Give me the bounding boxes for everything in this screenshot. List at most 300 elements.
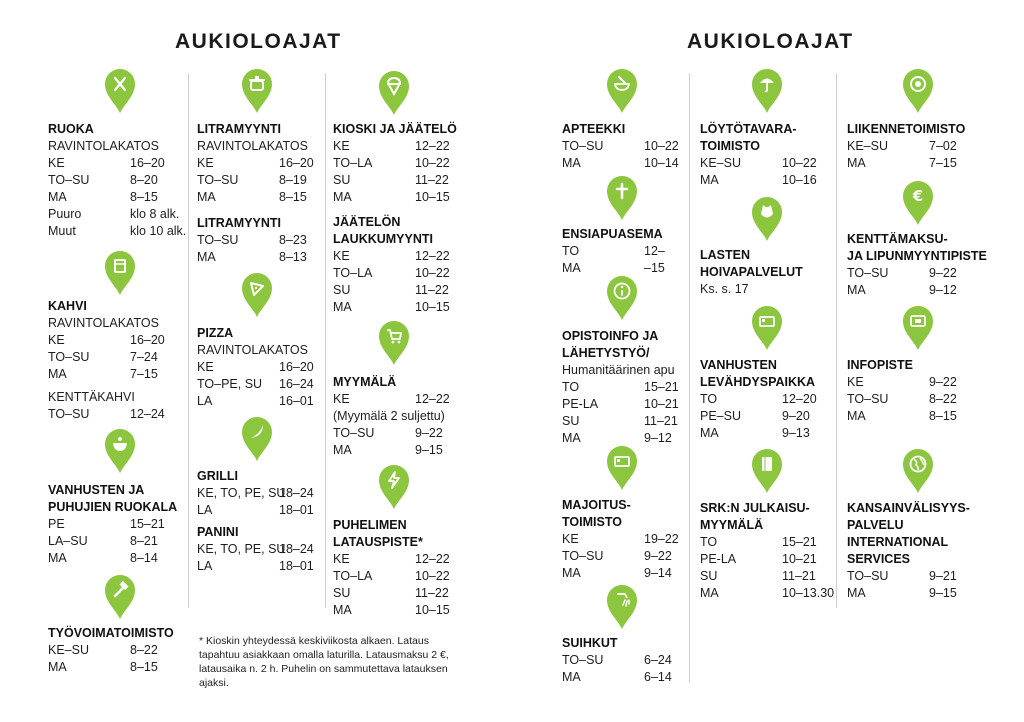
hours-row <box>847 585 989 602</box>
hours-row <box>48 206 190 223</box>
hours-row <box>333 391 475 408</box>
day-label: MA <box>847 586 866 600</box>
hours-value: 10–14 <box>644 156 679 170</box>
day-label: MA <box>197 190 216 204</box>
hours-row <box>333 282 475 299</box>
section-vanhusten-lepo <box>700 357 842 442</box>
hours-row <box>847 138 989 155</box>
day-label: MA <box>700 173 719 187</box>
banana-icon <box>241 416 273 462</box>
day-label: MA <box>562 261 581 275</box>
hours-value: 9–12 <box>929 283 957 297</box>
section-puhelimen <box>333 517 475 619</box>
day-label: TO <box>562 244 580 258</box>
hours-row <box>847 374 989 391</box>
day-label: TO <box>562 380 580 394</box>
section-title: SRK:N JULKAISU- <box>700 501 810 515</box>
hours-value: 16–20 <box>279 360 314 374</box>
hours-row <box>847 408 989 425</box>
day-label: PE-LA <box>562 397 599 411</box>
day-label: MA <box>333 300 352 314</box>
day-label: KE <box>847 375 864 389</box>
section-title: LITRAMYYNTI <box>197 216 282 230</box>
pizza-slice-icon <box>241 272 273 318</box>
section-myymala <box>333 374 475 459</box>
day-label: KE–SU <box>847 139 888 153</box>
section-title: LATAUSPISTE* <box>333 535 423 549</box>
hours-row <box>197 189 339 206</box>
hours-value: 8–15 <box>130 660 158 674</box>
hours-value: 7–15 <box>130 367 158 381</box>
hours-value: 10–16 <box>782 173 817 187</box>
day-label: MA <box>562 431 581 445</box>
hours-row <box>48 366 190 383</box>
hours-value: 8–15 <box>279 190 307 204</box>
day-label: MA <box>700 426 719 440</box>
hours-row <box>847 282 989 299</box>
hours-row <box>333 138 475 155</box>
hours-row <box>333 172 475 189</box>
section-title: MAJOITUS- <box>562 498 631 512</box>
hours-value: 9–22 <box>929 266 957 280</box>
euro-icon <box>902 180 934 226</box>
day-label: TO <box>700 535 718 549</box>
hours-value: 8–15 <box>929 409 957 423</box>
hours-row <box>562 669 704 686</box>
hours-value: 9–13 <box>782 426 810 440</box>
hours-value: 9–14 <box>644 566 672 580</box>
hours-row <box>333 408 475 425</box>
section-litramyynti1 <box>197 121 339 206</box>
day-label: TO–SU <box>562 139 604 153</box>
hours-value: 16–24 <box>279 377 314 391</box>
hours-value: 6–24 <box>644 653 672 667</box>
hours-row <box>562 548 704 565</box>
section-apteekki <box>562 121 704 172</box>
section-title: LEVÄHDYSPAIKKA <box>700 375 816 389</box>
day-label: MA <box>333 443 352 457</box>
hours-value: 7–15 <box>929 156 957 170</box>
day-label: TO <box>700 392 718 406</box>
hours-value: 10–21 <box>644 397 679 411</box>
hours-row <box>48 406 190 423</box>
day-label: KE <box>48 333 65 347</box>
hours-value: 15–21 <box>130 517 165 531</box>
hours-value: 11–21 <box>644 414 678 428</box>
day-label: KE–SU <box>700 156 741 170</box>
section-title: LASTEN <box>700 248 750 262</box>
day-label: TO–SU <box>197 233 239 247</box>
svg-text:€: € <box>912 187 924 205</box>
section-title: KAHVI <box>48 299 87 313</box>
day-label: Puuro <box>48 207 82 221</box>
cutlery-icon <box>104 68 136 114</box>
day-label: TO–SU <box>197 173 239 187</box>
hours-value: 10–13.30 <box>782 586 835 600</box>
hours-value: 9–15 <box>929 586 957 600</box>
hours-value: 16–01 <box>279 394 314 408</box>
section-ruoka <box>48 121 190 240</box>
hours-row <box>48 332 190 349</box>
info-icon <box>606 275 638 321</box>
hours-row <box>48 155 190 172</box>
day-label: TO–SU <box>562 549 604 563</box>
ice-cream-icon <box>378 70 410 116</box>
hours-value: 12–22 <box>415 552 450 566</box>
hours-row <box>197 541 339 558</box>
hours-value: 16–20 <box>279 156 314 170</box>
section-title: OPISTOINFO JA <box>562 329 659 343</box>
day-label: TO–LA <box>333 266 373 280</box>
day-label: TO–SU <box>562 653 604 667</box>
hours-row <box>562 565 704 582</box>
hours-value: 11–22 <box>415 173 449 187</box>
section-title: KANSAINVÄLISYYS- <box>847 501 970 515</box>
section-tyovoimatoimisto <box>48 625 190 676</box>
hours-row <box>562 138 704 155</box>
day-label: LA–SU <box>48 534 88 548</box>
hours-row <box>48 550 190 567</box>
day-label: MA <box>333 603 352 617</box>
first-aid-cross-icon <box>606 175 638 221</box>
hours-row <box>847 155 989 172</box>
day-label: PE–SU <box>700 409 741 423</box>
day-label: TO–SU <box>48 173 90 187</box>
day-label: KE <box>48 156 65 170</box>
day-label: MA <box>197 250 216 264</box>
section-title: LÄHETYSTYÖ/ <box>562 346 650 360</box>
hours-row <box>197 502 339 519</box>
hours-row <box>700 155 842 172</box>
section-title: PIZZA <box>197 326 234 340</box>
day-label: Muut <box>48 224 76 238</box>
hours-row <box>48 659 190 676</box>
section-title: RUOKA <box>48 122 94 136</box>
hours-row <box>197 393 339 410</box>
day-label: KE <box>197 156 214 170</box>
hours-value: 16–20 <box>130 333 165 347</box>
left-page-title: AUKIOLOAJAT <box>175 30 342 53</box>
hours-value: 8–20 <box>130 173 158 187</box>
day-label: KE <box>333 392 350 406</box>
hours-row <box>333 425 475 442</box>
section-grilli <box>197 468 339 519</box>
day-label: KE, TO, PE, SU <box>197 486 286 500</box>
hours-value: –15 <box>644 261 665 275</box>
section-kioski <box>333 121 475 206</box>
hours-row <box>197 155 339 172</box>
section-title: LÖYTÖTAVARA- <box>700 122 797 136</box>
section-loytotavara <box>700 121 842 189</box>
hours-row <box>562 413 704 430</box>
book-icon <box>751 448 783 494</box>
hours-value: 9–22 <box>415 426 443 440</box>
hours-row <box>48 349 190 366</box>
hours-row <box>847 568 989 585</box>
hours-value: 8–22 <box>929 392 957 406</box>
day-label: (Myymälä 2 suljettu) <box>333 409 445 423</box>
hours-row <box>333 155 475 172</box>
hours-value: 15–21 <box>782 535 817 549</box>
day-label: LA <box>197 394 213 408</box>
section-panini <box>197 524 339 575</box>
section-title: LIIKENNETOIMISTO <box>847 122 966 136</box>
hours-row <box>562 652 704 669</box>
section-ensiapuasema <box>562 226 704 277</box>
hours-row <box>333 442 475 459</box>
hours-row <box>197 376 339 393</box>
hours-value: 9–15 <box>415 443 443 457</box>
section-title: INFOPISTE <box>847 358 913 372</box>
day-label: SU <box>333 586 351 600</box>
section-title: LAUKKUMYYNTI <box>333 232 433 246</box>
hours-row <box>700 551 842 568</box>
baby-bib-icon <box>751 196 783 242</box>
hours-value: 12–22 <box>415 392 450 406</box>
day-label: SU <box>333 283 351 297</box>
day-label: TO–SU <box>48 350 90 364</box>
hours-value: 9–12 <box>644 431 672 445</box>
mortar-pestle-icon <box>606 68 638 114</box>
day-label: TO–SU <box>847 266 889 280</box>
hours-row <box>197 172 339 189</box>
hours-row <box>562 155 704 172</box>
hours-value: 10–22 <box>415 266 450 280</box>
hours-value: 18–01 <box>279 503 314 517</box>
day-label: KE <box>333 552 350 566</box>
umbrella-icon <box>751 68 783 114</box>
hours-row <box>700 585 842 602</box>
hours-value: 19–22 <box>644 532 679 546</box>
hours-value: 8–19 <box>279 173 307 187</box>
hours-value: 10–15 <box>415 300 450 314</box>
hours-value: 9–20 <box>782 409 810 423</box>
hours-value: 12–22 <box>415 139 450 153</box>
section-pizza <box>197 325 339 410</box>
hours-value: 8–15 <box>130 190 158 204</box>
hours-row <box>700 391 842 408</box>
hours-value: 12– <box>644 244 665 258</box>
hours-row <box>48 172 190 189</box>
hours-row <box>562 531 704 548</box>
day-label: KE–SU <box>48 643 89 657</box>
day-label: MA <box>847 409 866 423</box>
footnote: * Kioskin yhteydessä keskiviikosta alkaen. Lataus tapahtuu asiakkaan omalla laturilla. Latausmaksu 2 €, latausaika n. 2 h. Puhelin on sammutettava latauksen ajaksi. <box>199 635 449 689</box>
section-title: GRILLI <box>197 469 238 483</box>
hours-value: klo 8 alk. <box>130 207 180 221</box>
hours-row <box>333 602 475 619</box>
hours-row <box>48 189 190 206</box>
hours-row <box>847 391 989 408</box>
hours-value: 11–22 <box>415 586 449 600</box>
day-label: SU <box>562 414 580 428</box>
hours-value: 10–22 <box>415 569 450 583</box>
hours-row <box>333 189 475 206</box>
hours-value: 10–15 <box>415 190 450 204</box>
day-label: PE <box>48 517 65 531</box>
section-lasten <box>700 247 842 298</box>
hours-value: 18–01 <box>279 559 314 573</box>
day-label: LA <box>197 559 213 573</box>
hours-value: 10–22 <box>644 139 679 153</box>
section-title: JÄÄTELÖN <box>333 215 401 229</box>
section-kansainvalisyys <box>847 500 989 602</box>
hours-value: 10–22 <box>415 156 450 170</box>
day-label: TO–LA <box>333 569 373 583</box>
hours-value: 12–22 <box>415 249 450 263</box>
globe-icon <box>902 448 934 494</box>
hours-value: 8–14 <box>130 551 158 565</box>
section-subtitle: KENTTÄKAHVI <box>48 390 135 404</box>
day-label: KE <box>562 532 579 546</box>
hours-value: 12–20 <box>782 392 817 406</box>
section-vanhusten-ruokala <box>48 482 190 567</box>
section-title: PANINI <box>197 525 239 539</box>
day-label: TO–SU <box>847 569 889 583</box>
hours-value: 7–02 <box>929 139 957 153</box>
day-label: TO–SU <box>333 426 375 440</box>
hammer-icon <box>104 574 136 620</box>
day-label: MA <box>847 156 866 170</box>
section-suihkut <box>562 635 704 686</box>
hours-row <box>562 396 704 413</box>
hours-row <box>700 408 842 425</box>
day-label: MA <box>562 156 581 170</box>
section-title: TYÖVOIMATOIMISTO <box>48 626 174 640</box>
hours-row <box>333 551 475 568</box>
section-subtitle: RAVINTOLAKATOS <box>48 139 159 153</box>
section-kahvi <box>48 298 190 423</box>
hours-value: 9–22 <box>644 549 672 563</box>
section-title: MYYMÄLÄ <box>333 375 397 389</box>
day-label: SU <box>333 173 351 187</box>
day-label: TO–PE, SU <box>197 377 263 391</box>
hours-value: klo 10 alk. <box>130 224 187 238</box>
day-label: MA <box>847 283 866 297</box>
hours-row <box>333 585 475 602</box>
hours-row <box>333 265 475 282</box>
bed-icon <box>751 305 783 351</box>
section-title: HOIVAPALVELUT <box>700 265 803 279</box>
day-label: KE <box>333 139 350 153</box>
hours-row <box>197 485 339 502</box>
section-title: PUHELIMEN <box>333 518 407 532</box>
section-title: ENSIAPUASEMA <box>562 227 663 241</box>
section-title: TOIMISTO <box>562 515 622 529</box>
hours-row <box>700 425 842 442</box>
hours-value: 11–21 <box>782 569 816 583</box>
hours-value: 9–21 <box>929 569 957 583</box>
hours-value: 12–24 <box>130 407 165 421</box>
hours-row <box>197 558 339 575</box>
section-subtitle: RAVINTOLAKATOS <box>197 139 308 153</box>
hours-value: 7–24 <box>130 350 158 364</box>
hours-row <box>562 379 704 396</box>
day-label: TO–SU <box>48 407 90 421</box>
day-label: MA <box>48 367 67 381</box>
shopping-cart-icon <box>378 320 410 366</box>
day-label: KE <box>333 249 350 263</box>
hours-value: 10–21 <box>782 552 817 566</box>
section-subtitle: Ks. s. 17 <box>700 282 749 296</box>
hours-value: 8–21 <box>130 534 158 548</box>
hours-row <box>562 243 704 260</box>
day-label: KE, TO, PE, SU <box>197 542 286 556</box>
day-label: KE <box>197 360 214 374</box>
hours-row <box>48 642 190 659</box>
day-label: MA <box>48 660 67 674</box>
section-title: PALVELU <box>847 518 904 532</box>
hours-row <box>333 248 475 265</box>
hours-value: 10–22 <box>782 156 817 170</box>
hours-row <box>847 265 989 282</box>
hours-row <box>700 534 842 551</box>
section-title: APTEEKKI <box>562 122 626 136</box>
section-title: KIOSKI JA JÄÄTELÖ <box>333 122 457 136</box>
hours-row <box>48 223 190 240</box>
day-label: TO–LA <box>333 156 373 170</box>
hours-row <box>333 568 475 585</box>
section-subtitle: RAVINTOLAKATOS <box>197 343 308 357</box>
section-liikenne <box>847 121 989 172</box>
day-label: MA <box>700 586 719 600</box>
hours-value: 8–23 <box>279 233 307 247</box>
hours-value: 8–13 <box>279 250 307 264</box>
ticket-icon <box>902 305 934 351</box>
section-subtitle: RAVINTOLAKATOS <box>48 316 159 330</box>
section-title: SERVICES <box>847 552 910 566</box>
hours-value: 18–24 <box>279 486 314 500</box>
section-title: PUHUJIEN RUOKALA <box>48 500 178 514</box>
section-title: TOIMISTO <box>700 139 760 153</box>
section-infopiste <box>847 357 989 425</box>
hours-row <box>48 516 190 533</box>
section-jaatelon <box>333 214 475 316</box>
hours-value: 18–24 <box>279 542 314 556</box>
hours-value: 6–14 <box>644 670 672 684</box>
section-title: VANHUSTEN <box>700 358 777 372</box>
hours-value: 16–20 <box>130 156 165 170</box>
day-label: MA <box>48 190 67 204</box>
section-majoitus <box>562 497 704 582</box>
shower-icon <box>606 584 638 630</box>
hours-row <box>333 299 475 316</box>
section-title: INTERNATIONAL <box>847 535 949 549</box>
hours-row <box>197 359 339 376</box>
day-label: TO–SU <box>847 392 889 406</box>
day-label: MA <box>562 566 581 580</box>
bed-icon <box>606 445 638 491</box>
section-title: KENTTÄMAKSU- <box>847 232 948 246</box>
hours-row <box>700 172 842 189</box>
section-srk <box>700 500 842 602</box>
soup-bowl-icon <box>104 428 136 474</box>
hours-value: 9–22 <box>929 375 957 389</box>
section-title: LITRAMYYNTI <box>197 122 282 136</box>
section-kenttamaksu <box>847 231 989 299</box>
hours-row <box>700 568 842 585</box>
section-subtitle: Humanitäärinen apu <box>562 363 675 377</box>
day-label: MA <box>48 551 67 565</box>
section-litramyynti2 <box>197 215 339 266</box>
steering-wheel-icon <box>902 68 934 114</box>
day-label: MA <box>333 190 352 204</box>
hours-row <box>197 232 339 249</box>
hours-value: 15–21 <box>644 380 679 394</box>
coffee-cup-icon <box>104 250 136 296</box>
hours-value: 8–22 <box>130 643 158 657</box>
hours-value: 11–22 <box>415 283 449 297</box>
